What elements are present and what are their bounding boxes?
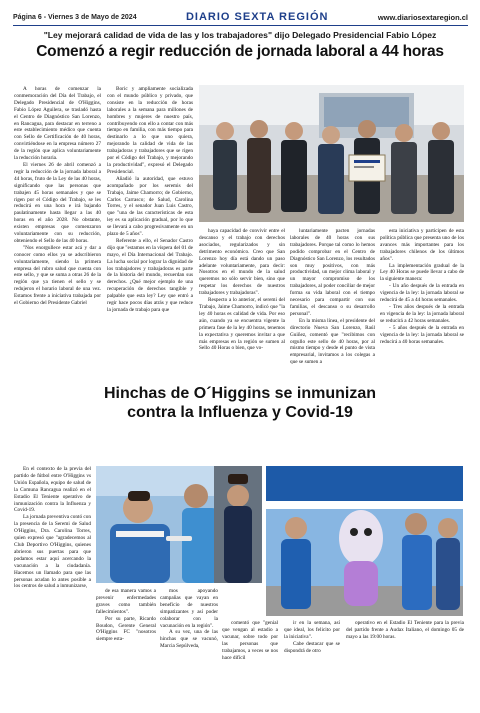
paragraph: - Un año después de la entrada en vigencia de la ley: la jornada laboral se reducirá de 45 a 44 horas semanales. xyxy=(380,283,464,304)
paragraph: A horas de comenzar la conmemoración del Día del Trabajo, el Delegado Presidencial de O'Higgins, Fabio López Aguilera, se trasladó hasta el Centro de Diagnóstico San Lorenzo, en Rancagua, para destacar en terreno a este establecimiento médico que cuenta con Sello de Certificación de 40 horas, convirtiéndose en la empresa número 27 de la región que aplica voluntariamente la reducción horaria. xyxy=(14,86,101,162)
newspaper-name: DIARIO SEXTA REGIÓN xyxy=(185,11,329,23)
paragraph: - 5 años después de la entrada en vigencia de la ley: la jornada laboral se reducirá a 40 horas semanales. xyxy=(380,324,464,345)
article2-headline-line-2: contra la Influenza y Covid-19 xyxy=(127,404,353,421)
paragraph: mos apoyando campañas que vayan en beneficio de nuestros simpatizantes y así poder colaborar con la vacunación en la región". xyxy=(160,588,218,629)
paragraph: El viernes 26 de abril comenzó a regir la reducción de la jornada laboral a 44 horas, fruto de la Ley de las 40 horas, significando que las personas que trabajen 45 horas semanales y que se rigen por el Código del Trabajo, se les reducirá en una hora e irá bajando paulatinamente hasta llegar a las 40 horas en el año 2028. No obstante, existen empresas que comenzaron voluntariamente con su reducción, obteniendo el Sello de las 40 horas. xyxy=(14,161,101,244)
article2-photo-crowd xyxy=(214,466,262,583)
article1-headline: Comenzó a regir reducción de jornada laboral a 44 horas xyxy=(36,43,444,60)
article1-column-1 xyxy=(14,86,101,376)
article2-column-3 xyxy=(160,588,218,706)
paragraph: de esa manera vamos a prevenir enfermedades graves como también fallecimientos". xyxy=(96,588,156,615)
page-number-date: Página 6 - Viernes 3 de Mayo de 2024 xyxy=(13,13,137,21)
paragraph: Referente a ello, el Senador Castro dijo que "estamos en la víspera del 01 de mayo, el Día Internacional del Trabajo. La lucha social por lograr la dignidad de los trabajadores y trabajadoras es parte de la historia del mundo, recuerdan sus derechos. ¿Qué mejor ejemplo de una recuperación de derechos tangible y palpable que esta ley? Ley que entró a regir hace pocos días atrás y que reduce la jornada de trabajo para que xyxy=(107,237,193,313)
paragraph: En la misma línea, el presidente del directorio Nueva San Lorenzo, Raúl Guiñez, comentó que "recibimos con orgullo este sello de 40 horas, por al mismo tiempo y desde el punto de vista empresarial, invitamos a los colegas a que se sumen a xyxy=(290,317,375,366)
paragraph: Boric y ampliamente socializada con el mundo público y privado, que consiste en la reducción de horas laborales a la semana para millones de hombres y mujeres de nuestro país, contribuyendo con ello a contar con más tiempo en familia, con más tiempo para destinarlo a lo que uno quiera, mejorando la calidad de vida de las trabajadoras y trabajadores que se rigen por el Código del Trabajo, y mejorando la productividad", expresó el Delegado Presidencial. xyxy=(107,86,193,175)
mascot-photo-illustration xyxy=(266,466,463,616)
article2-column-2 xyxy=(96,588,156,706)
page-header xyxy=(13,9,468,26)
paragraph: Cabe destacar que se dispondrá de otro xyxy=(284,640,340,654)
officials-photo-illustration xyxy=(199,85,464,222)
article1-column-2 xyxy=(107,86,193,376)
article2-headline xyxy=(0,384,480,422)
paragraph: Respecto a lo anterior, el seremi del Trabajo, Jaime Chamorro, indicó que "la ley 40 horas es calidad de vida. Por eso aún, cuando ya se encuentra vigente la primera fase de la ley 40 horas, tenemos la expectativa y queremos invitar a que más empresas en la región se sumen al Sello 40 Horas o bien, que vo- xyxy=(199,297,285,352)
article2-column-1 xyxy=(14,466,91,706)
article1-column-5 xyxy=(380,228,464,378)
paragraph: La implementación gradual de la Ley 40 Horas se puede llevar a cabo de la siguiente manera: xyxy=(380,262,464,283)
paragraph: En el contexto de la previa del partido de fútbol entre O'Higgins vs Unión Española, equipo de salud de la Comuna Rancagua realizó en el Estadio El Teniente operativo de inmunización contra la Influenza y Covid-19. xyxy=(14,466,91,514)
paragraph: comentó que "genial que vengan al estadio a vacunar, sobre todo por las personas que trabajamos, a veces se nos hace difícil xyxy=(222,620,278,661)
article1-column-3 xyxy=(199,228,285,378)
paragraph: operativo en el Estadio El Teniente para la previa del partido frente a Audax Italiano, el domingo 05 de mayo a las 19:00 horas. xyxy=(346,620,464,640)
paragraph: A su vez, una de las hinchas que se vacunó, Marcia Sepúlveda, xyxy=(160,629,218,650)
article2-photo-mascot xyxy=(266,466,463,616)
website-link[interactable]: www.diariosextaregion.cl xyxy=(377,12,468,22)
article2-headline-line-1: Hinchas de O´Higgins se inmunizan xyxy=(103,385,377,402)
paragraph: haya capacidad de convivir entre el descanso y el trabajo con derechos asociados, regularizados y sin detrimento económico. Creo que San Lorenzo hoy día está dando un paso adelante voluntariamente, para decir: Nosotros en el mundo de la salud queremos no sólo servir bien, sino que respetar los derechos de nuestros trabajadores y trabajadoras". xyxy=(199,228,285,297)
paragraph: Añadió la autoridad, que estuvo acompañado por los seremis del Trabajo, Jaime Chamorro; de Gobierno, Carlos Carrasco; de Salud, Carolina Torres, y el senador Juan Luis Castro, que "una de las características de esta ley es su aplicación gradual, por lo que se llevará a cabo progresivamente en un plazo de 5 años". xyxy=(107,175,193,238)
paragraph: "Nos enorgullece estar acá y dar a conocer como ellos ya se adscribieron voluntariamente, siendo la primera empresa del rubro salud que cuenta con este sello, y que se suma a otras 26 de la región que ya tienen el sello y se redujeron el horario laboral de una vez. Estamos frente a iniciativa trabajada por el Gobierno del Presidente Gabriel xyxy=(14,244,101,307)
article2-column-4 xyxy=(222,620,278,706)
vaccination-photo-illustration xyxy=(96,466,226,583)
article2-column-6 xyxy=(346,620,464,706)
paragraph: ir en la semana, así que ideal, los felicito por la iniciativa". xyxy=(284,620,340,640)
article1-photo xyxy=(199,85,464,222)
article2-photo-vaccination xyxy=(96,466,226,583)
article1-kicker: "Ley mejorará calidad de vida de las y los trabajadores" dijo Delegado Presidencial Fabio López xyxy=(43,30,437,40)
paragraph: La jornada preventiva contó con la presencia de la Seremi de Salud O'Higgins, Dra. Carolina Torres, quien expresó que "agradecemos al Club Deportivo O'Higgins, quienes abrieron sus puertas para que podamos estar aquí acercando la vacunación a la ciudadanía. Hacemos un llamado para que las personas acudan lo antes posible a los centros de salud a inmunizarse, xyxy=(14,514,91,590)
paragraph: Por su parte, Ricardo Boudon, Gerente General O'Higgins FC "nosotros siempre esta- xyxy=(96,615,156,643)
paragraph: - Tres años después de la entrada en vigencia de la ley: la jornada laboral se reducirá a 42 horas semanales. xyxy=(380,303,464,324)
article1-column-4 xyxy=(290,228,375,378)
paragraph: luntariamente pacten jornadas laborales de 40 horas con sus trabajadores. Porque tal como lo hemos podido comprobar en el Centro de Diagnóstico San Lorenzo, los resultados son muy positivos, con más productividad, un mejor clima laboral y un mayor compromiso de los trabajadores, al poder conciliar de mejor forma su vida laboral con el tiempo necesario para compartir con sus familias, el descanso o su desarrollo personal". xyxy=(290,228,375,317)
article2-column-5 xyxy=(284,620,340,706)
crowd-photo-illustration xyxy=(214,466,262,583)
paragraph: esta iniciativa y participen de esta política pública que presenta uno de los avances más importantes para los trabajadores chilenos de los últimos años". xyxy=(380,228,464,262)
